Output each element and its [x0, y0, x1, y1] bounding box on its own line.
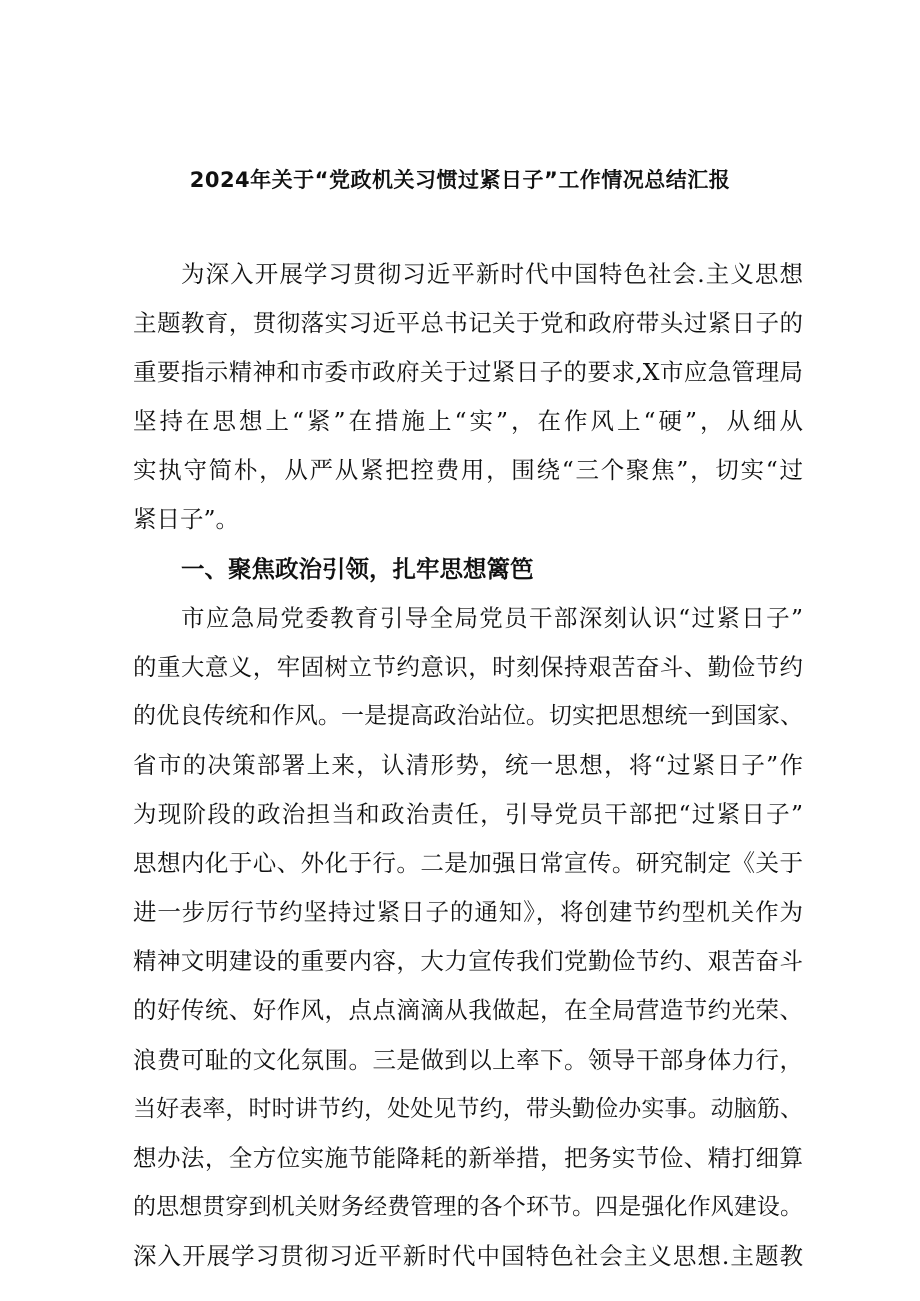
section-heading: 一、聚焦政治引领，扎牢思想篱笆	[181, 554, 534, 583]
paragraph-line: 深入开展学习贯彻习近平新时代中国特色社会主义思想.主题教	[133, 1241, 803, 1270]
paragraph-line: 的重大意义，牢固树立节约意识，时刻保持艰苦奋斗、勤俭节约	[133, 652, 803, 681]
paragraph-line: 市应急局党委教育引导全局党员干部深刻认识“过紧日子”	[181, 603, 803, 632]
paragraph-line: 主题教育，贯彻落实习近平总书记关于党和政府带头过紧日子的	[133, 309, 803, 338]
paragraph-line: 重要指示精神和市委市政府关于过紧日子的要求,X市应急管理局	[133, 358, 803, 387]
paragraph-line: 精神文明建设的重要内容，大力宣传我们党勤俭节约、艰苦奋斗	[133, 947, 803, 976]
paragraph-line: 的思想贯穿到机关财务经费管理的各个环节。四是强化作风建设。	[133, 1193, 803, 1220]
paragraph-line: 当好表率，时时讲节约，处处见节约，带头勤俭办实事。动脑筋、	[133, 1095, 803, 1122]
paragraph-line: 浪费可耻的文化氛围。三是做到以上率下。领导干部身体力行，	[133, 1045, 803, 1074]
paragraph-line: 省市的决策部署上来，认清形势，统一思想，将“过紧日子”作	[133, 750, 803, 779]
paragraph-line: 想办法，全方位实施节能降耗的新举措，把务实节俭、精打细算	[133, 1143, 803, 1172]
document-title: 2024年关于“党政机关习惯过紧日子”工作情况总结汇报	[189, 168, 731, 192]
paragraph-line: 为深入开展学习贯彻习近平新时代中国特色社会.主义思想	[181, 260, 803, 288]
paragraph-line: 的优良传统和作风。一是提高政治站位。切实把思想统一到国家、	[133, 702, 803, 729]
paragraph-line: 的好传统、好作风，点点滴滴从我做起，在全局营造节约光荣、	[133, 996, 803, 1025]
paragraph-line: 思想内化于心、外化于行。二是加强日常宣传。研究制定《关于	[133, 849, 803, 878]
document-body	[133, 258, 803, 1289]
paragraph-line: 坚持在思想上“紧”在措施上“实”，在作风上“硬”，从细从	[133, 407, 803, 436]
paragraph-line: 实执守简朴，从严从紧把控费用，围绕“三个聚焦”，切实“过	[133, 456, 803, 485]
paragraph-line: 为现阶段的政治担当和政治责任，引导党员干部把“过紧日子”	[133, 800, 803, 829]
paragraph-line: 进一步厉行节约坚持过紧日子的通知》，将创建节约型机关作为	[133, 898, 803, 927]
paragraph-line: 紧日子”。	[133, 505, 240, 534]
